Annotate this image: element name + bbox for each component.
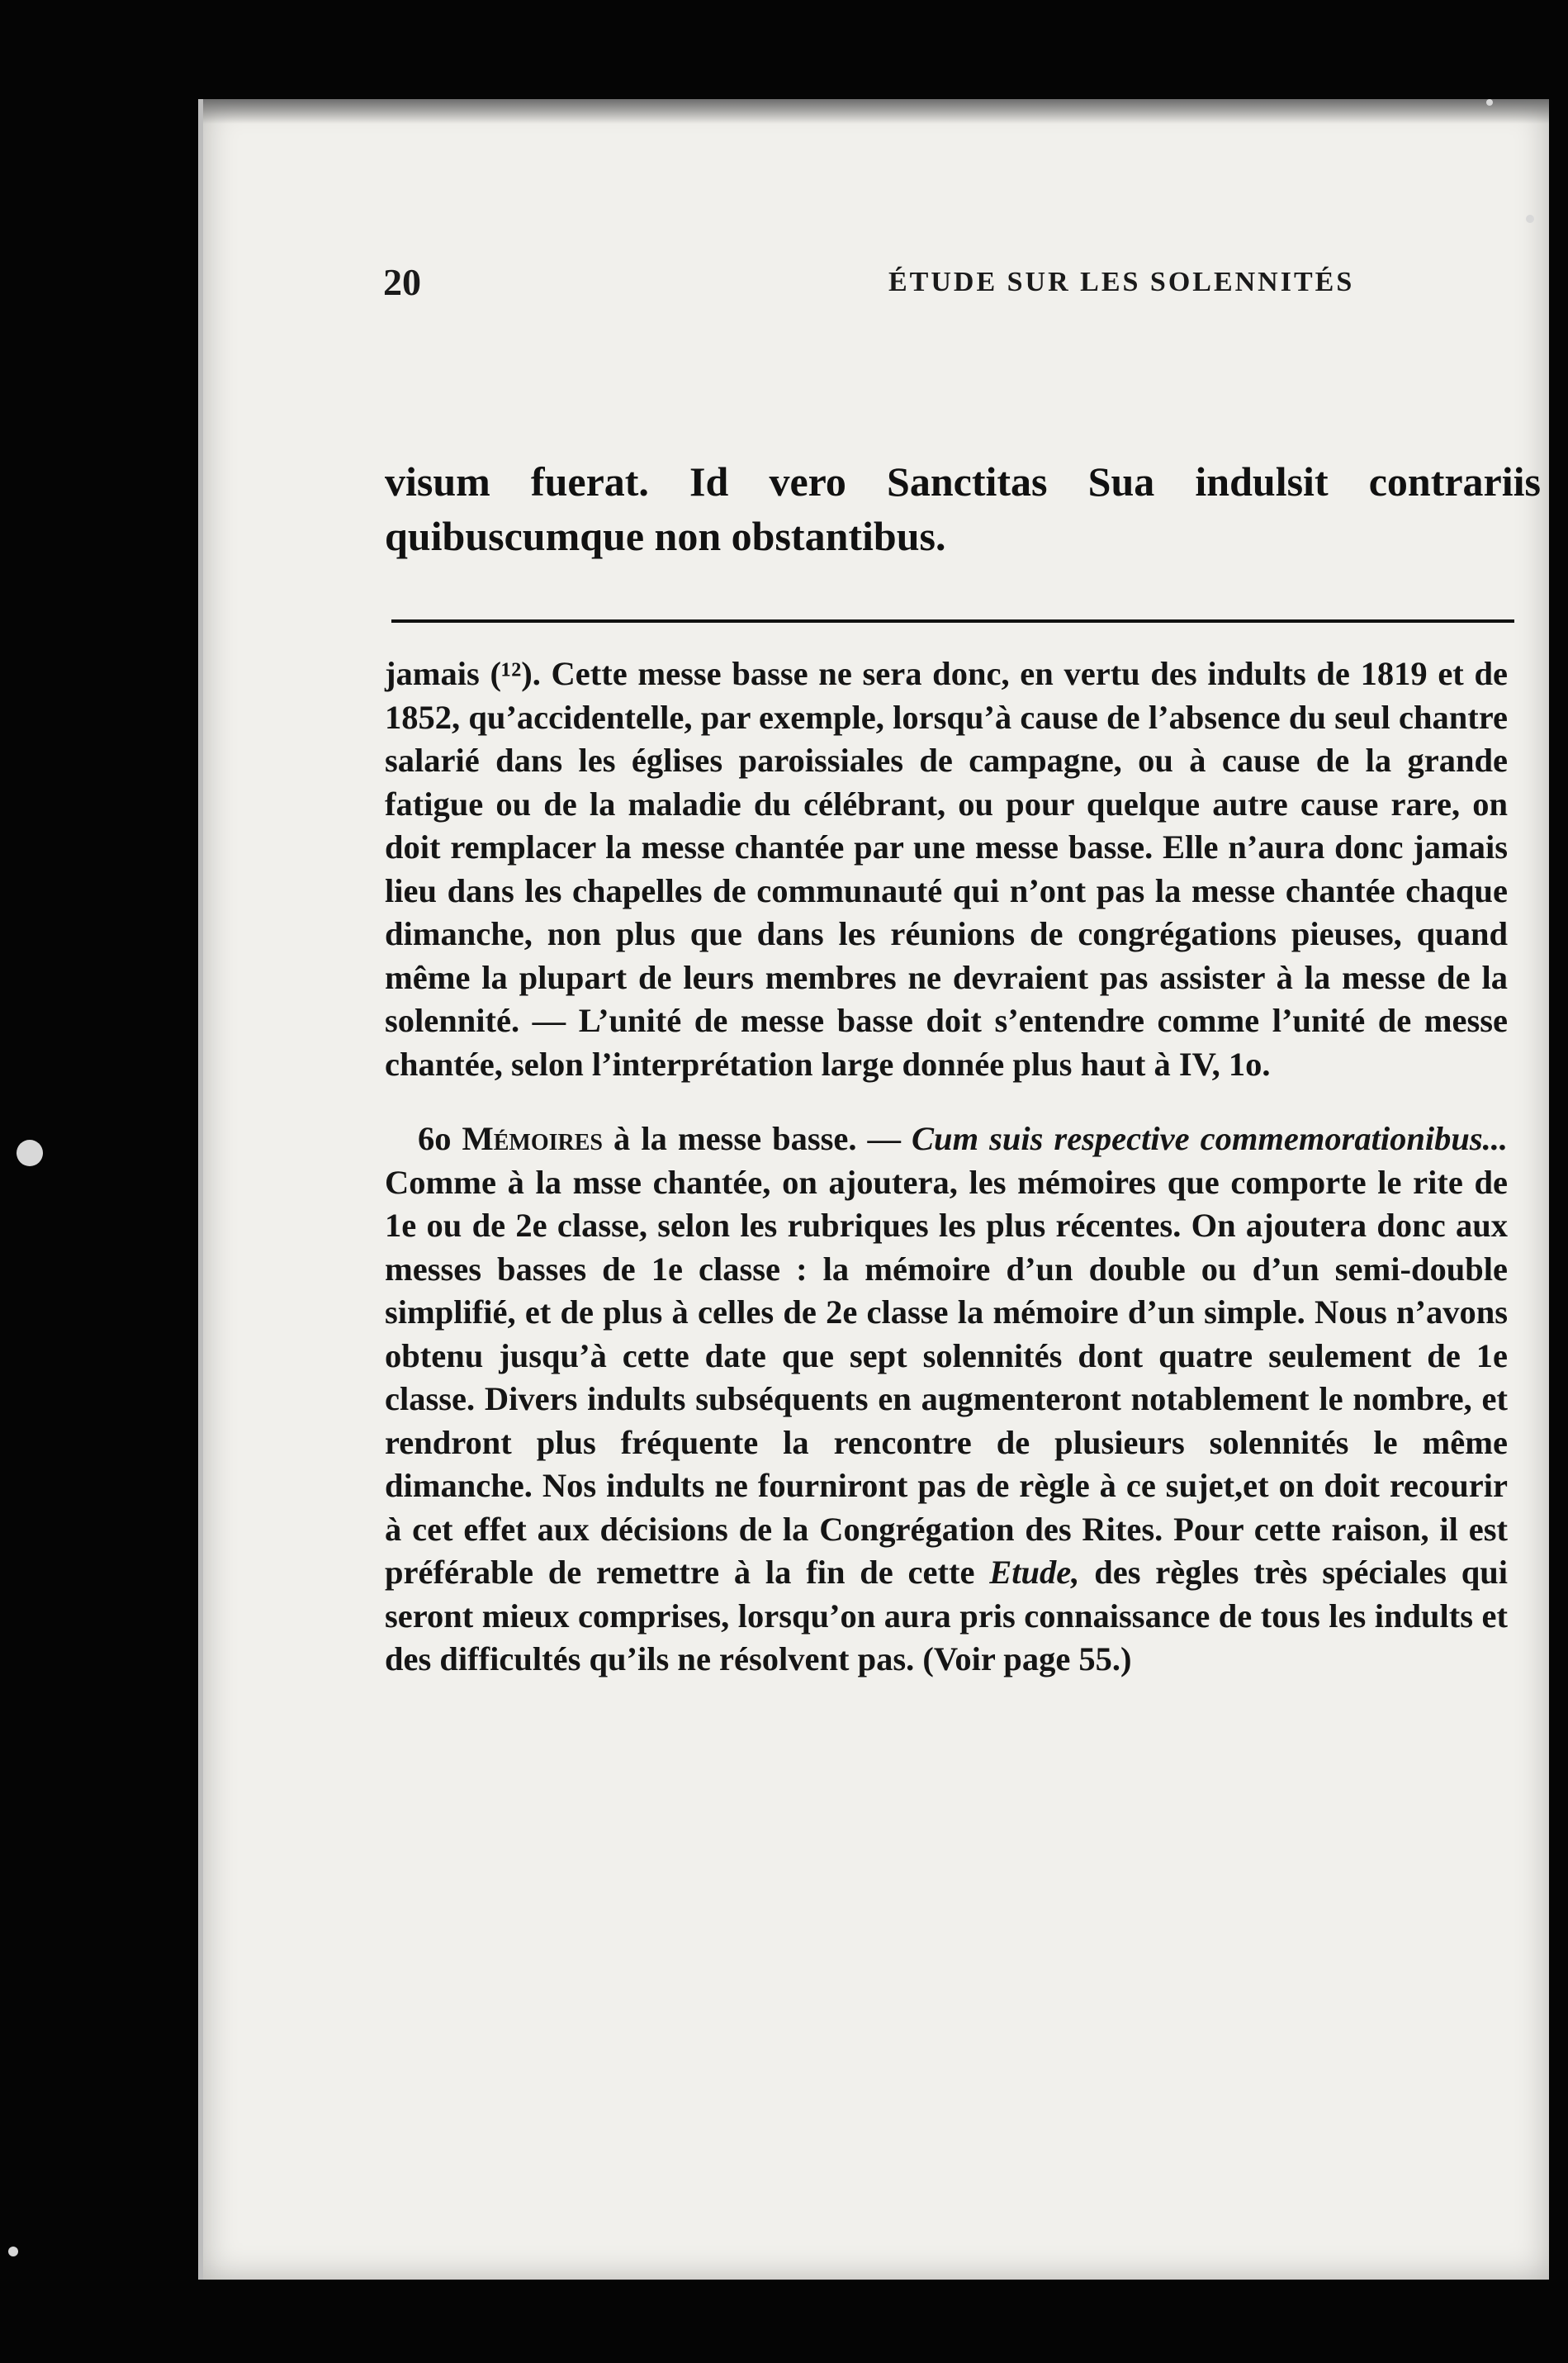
film-speck xyxy=(8,2247,18,2256)
section-heading-rest: à la messe basse. — xyxy=(613,1120,902,1157)
page-header xyxy=(383,260,1506,310)
film-speck xyxy=(1486,99,1493,106)
film-speck xyxy=(1526,215,1534,223)
paragraph-2-body: Comme à la msse chantée, on ajoutera, les mémoires que comporte le rite de 1e ou de 2e classe, selon les rubriques les plus récentes. On ajoutera donc aux messes basses de 1e classe : la mémoire d’un double ou d’un semi-double simplifié, et de plus à celles de 2e classe la mémoire d’un simple. Nous n’avons obtenu jusqu’à cette date que sept solennités dont quatre seulement de 1e classe. Divers indults subséquents en augmenteront notablement le nombre, et rendront plus fréquente la rencontre de plusieurs solennités le même dimanche. Nos indults ne fourniront pas de règle à ce sujet,et on doit recourir à cet effet aux décisions de la Congrégation des Rites. Pour cette raison, il est préférable de remettre à la fin de cette xyxy=(385,1163,1508,1591)
book-page xyxy=(198,99,1549,2280)
latin-continuation-text: visum fuerat. Id vero Sanctitas Sua indulsit contrariis quibuscumque non obstantibus. xyxy=(385,458,1541,559)
paragraph-1: jamais (¹²). Cette messe basse ne sera donc, en vertu des indults de 1819 et de 1852, qu’accidentelle, par exemple, lorsqu’à cause de l’absence du seul chantre salarié dans les églises paroissiales de campagne, ou à cause de la grande fatigue ou de la maladie du célébrant, ou pour quelque autre cause rare, on doit remplacer la messe chantée par une messe basse. Elle n’aura donc jamais lieu dans les chapelles de communauté qui n’ont pas la messe chantée chaque dimanche, non plus que dans les réunions de congrégations pieuses, quand même la plupart de leurs membres ne devraient pas assister à la messe de la solennité. — L’unité de messe basse doit s’entendre comme l’unité de messe chantée, selon l’interprétation large donnée plus haut à IV, 1o. xyxy=(385,655,1508,1083)
horizontal-rule xyxy=(391,619,1514,623)
section-heading: Mémoires xyxy=(462,1120,604,1157)
page-number: 20 xyxy=(383,261,421,303)
latin-quote: Cum suis respective commemorationibus... xyxy=(912,1120,1509,1157)
running-title: ÉTUDE SUR LES SOLENNITÉS xyxy=(888,267,1355,297)
film-speck xyxy=(17,1140,43,1166)
etude-word: Etude, xyxy=(989,1554,1080,1591)
section-number: 6o xyxy=(418,1120,452,1157)
paragraph-2 xyxy=(385,1117,1508,1682)
body-text xyxy=(385,652,1508,1682)
paragraph-2-tail: des règles très spéciales qui seront mieux comprises, lorsqu’on aura pris connaissance de tous les indults et des difficultés qu’ils ne résolvent pas. (Voir page 55.) xyxy=(385,1554,1509,1677)
